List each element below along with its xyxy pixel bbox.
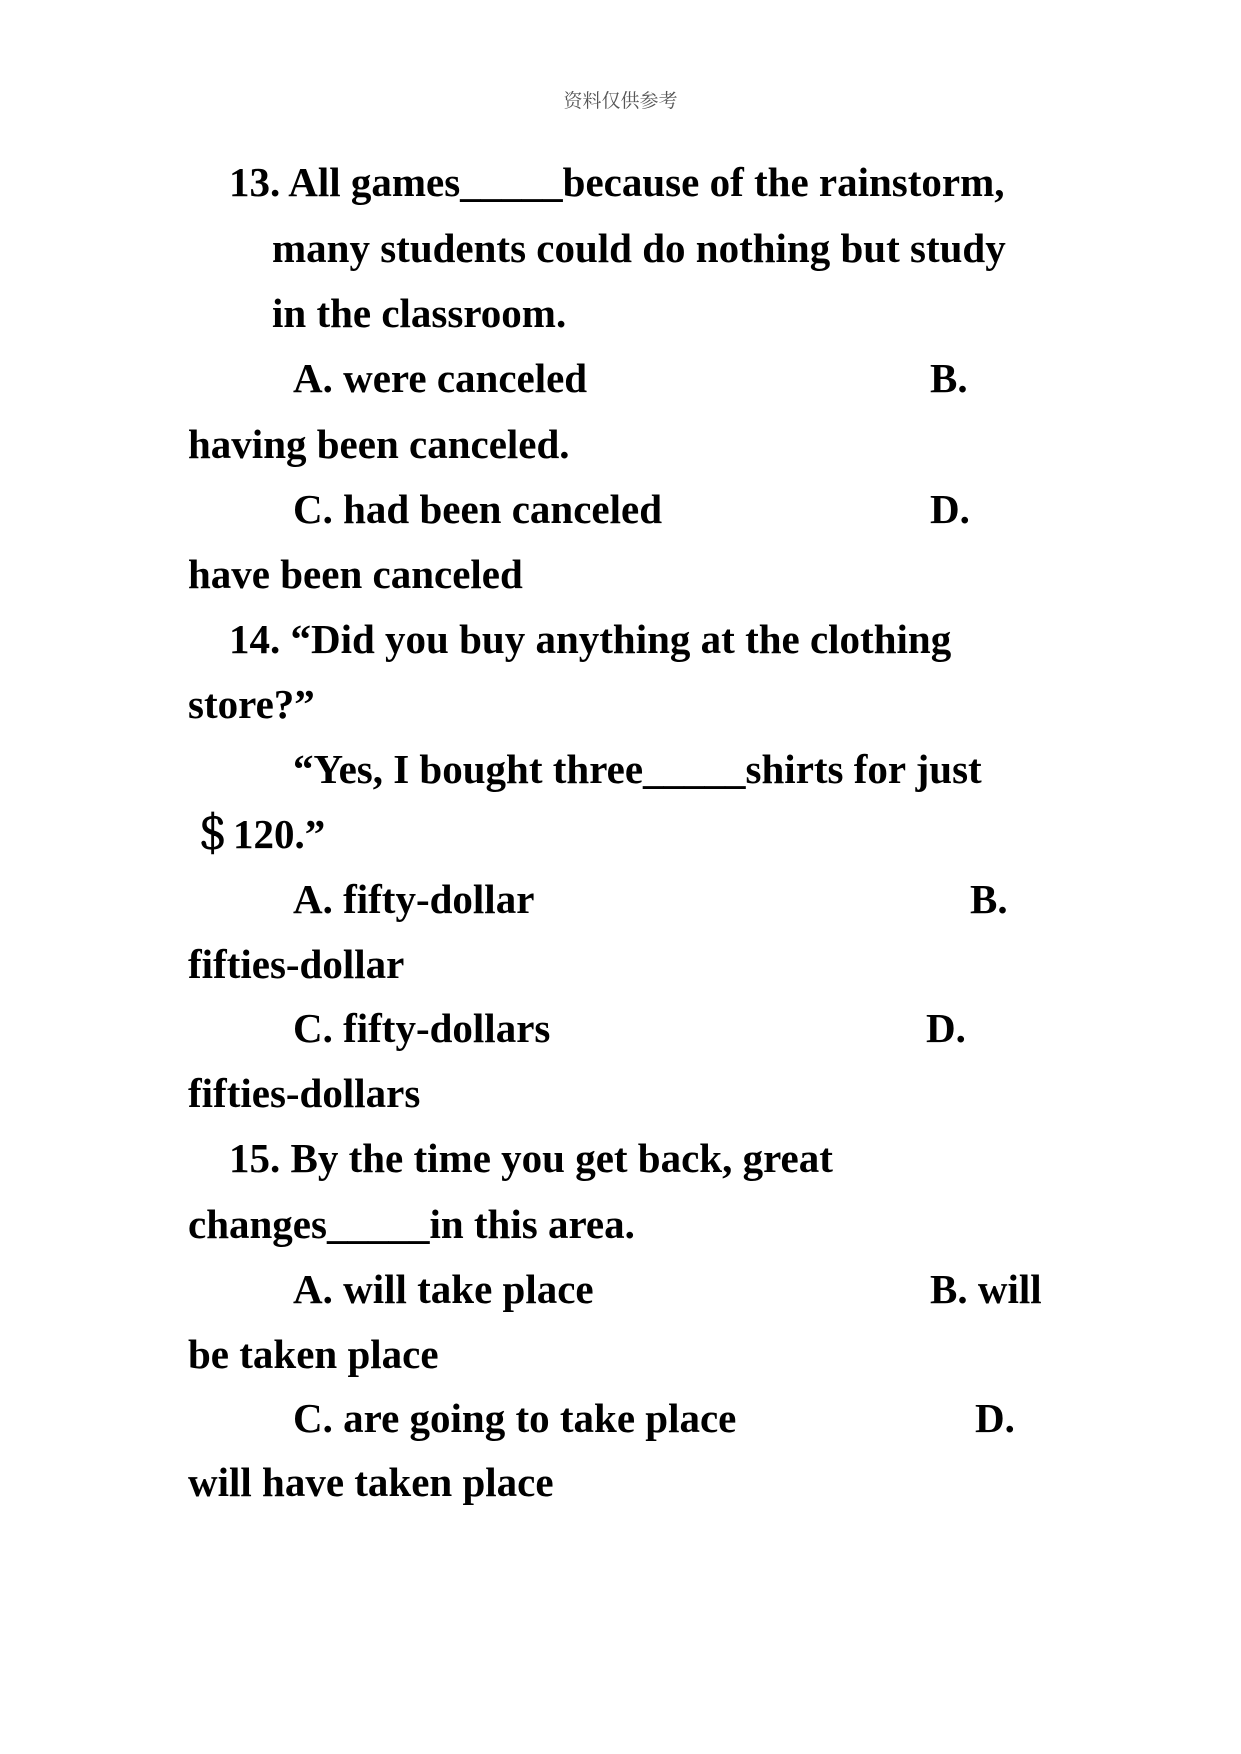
q14-reply-line1: “Yes, I bought three_____shirts for just	[293, 746, 982, 792]
q13-option-a: A. were canceled	[293, 355, 588, 401]
q14-option-c: C. fifty-dollars	[293, 1005, 551, 1051]
q15-option-b-label: B. will	[930, 1266, 1042, 1312]
q15-stem-line1: 15. By the time you get back, great	[229, 1135, 833, 1181]
q13-stem-line1: 13. All games_____because of the rainstorm,	[229, 159, 1005, 205]
q13-option-b-text: having been canceled.	[188, 421, 570, 467]
q13-option-c: C. had been canceled	[293, 486, 662, 532]
q15-option-c: C. are going to take place	[293, 1395, 737, 1441]
q15-option-b-text: be taken place	[188, 1331, 439, 1377]
q14-option-a: A. fifty-dollar	[293, 876, 535, 922]
page-header: 资料仅供参考	[563, 90, 678, 112]
q15-stem-line2: changes_____in this area.	[188, 1201, 635, 1247]
q15-option-a: A. will take place	[293, 1266, 594, 1312]
q13-stem-line2: many students could do nothing but study	[272, 225, 1006, 271]
q13-option-b-label: B.	[930, 355, 968, 401]
q14-stem-line2: store?”	[188, 681, 315, 727]
q14-reply-line2: ＄120.”	[192, 811, 326, 857]
q14-option-d-label: D.	[926, 1005, 966, 1051]
q13-stem-line3: in the classroom.	[272, 290, 567, 336]
q15-option-d-text: will have taken place	[188, 1459, 554, 1505]
q15-option-d-label: D.	[975, 1395, 1015, 1441]
q14-stem-line1: 14. “Did you buy anything at the clothing	[229, 616, 952, 662]
q14-option-b-text: fifties-dollar	[188, 941, 405, 987]
q14-option-d-text: fifties-dollars	[188, 1070, 421, 1116]
q13-option-d-text: have been canceled	[188, 551, 523, 597]
q13-option-d-label: D.	[930, 486, 970, 532]
q14-option-b-label: B.	[970, 876, 1008, 922]
